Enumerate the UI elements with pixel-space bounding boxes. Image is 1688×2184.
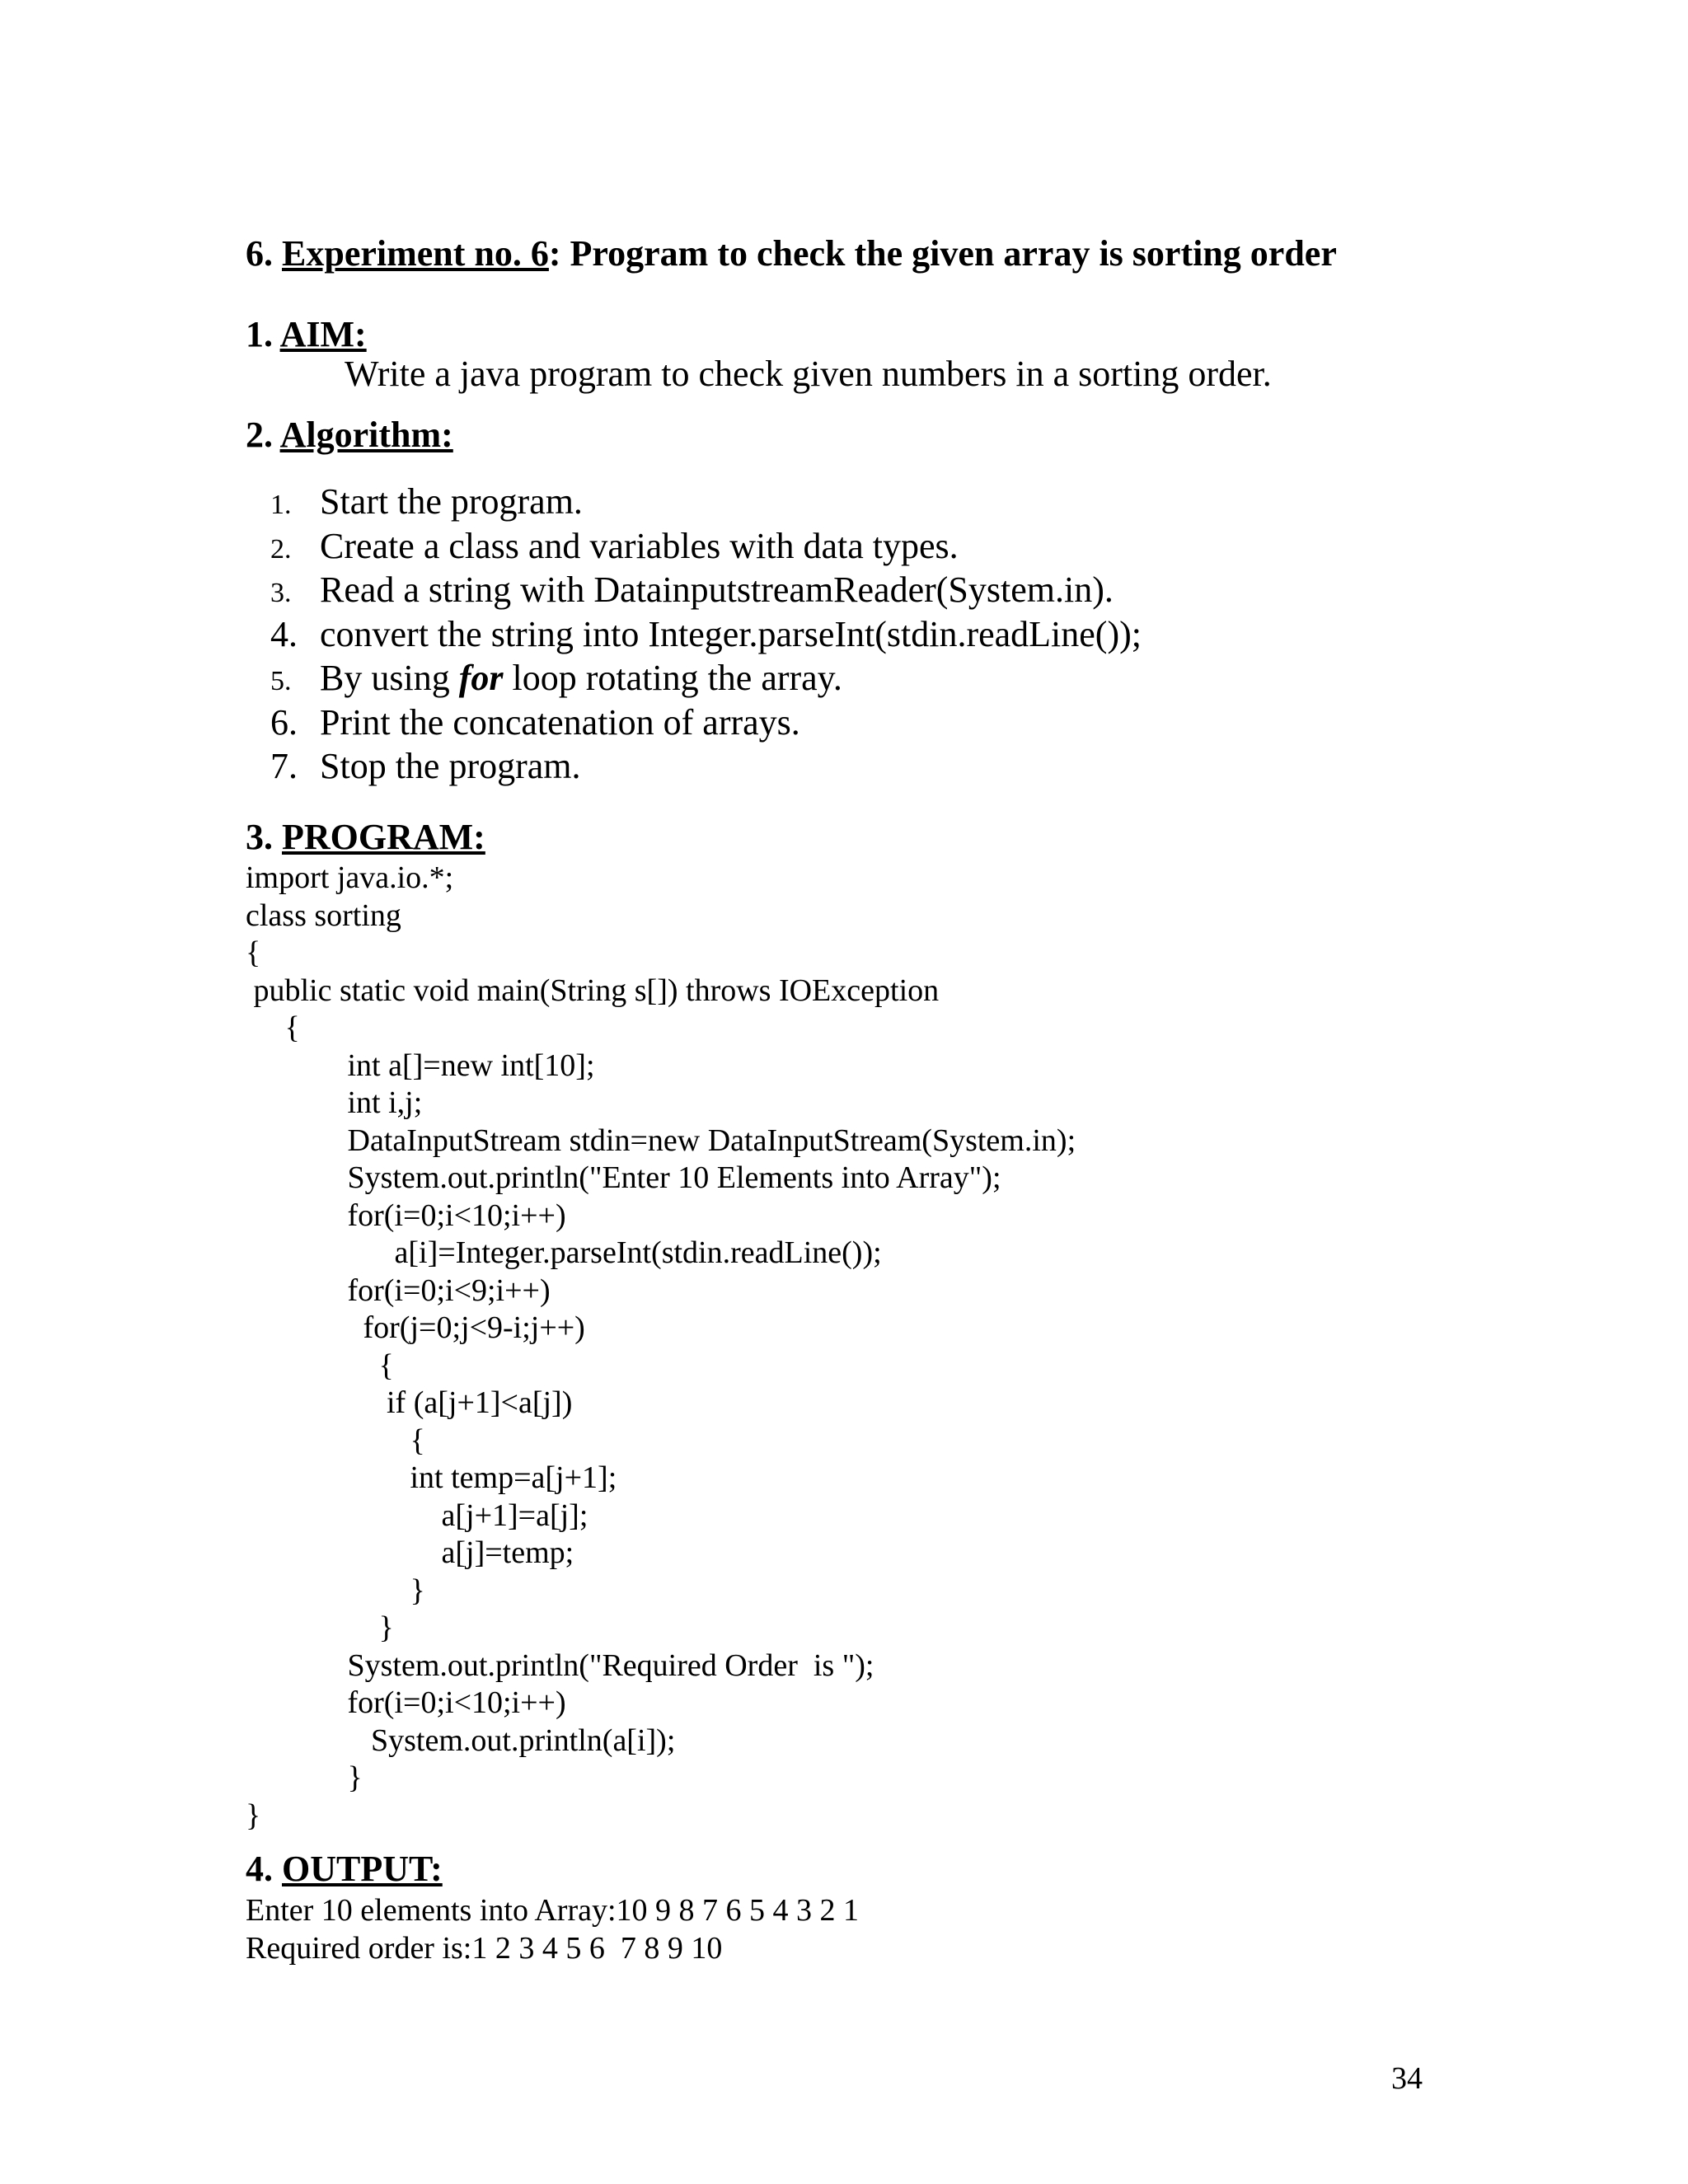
code-line: a[j]=temp;	[246, 1535, 574, 1570]
output-number: 4.	[246, 1849, 282, 1889]
page-number: 34	[1391, 2061, 1423, 2096]
step-number: 2.	[270, 533, 292, 565]
code-line: {	[246, 935, 261, 970]
aim-number: 1.	[246, 314, 280, 354]
code-line: System.out.println("Enter 10 Elements into Array");	[246, 1160, 1001, 1195]
step-text: Stop the program.	[320, 746, 581, 786]
code-line: int temp=a[j+1];	[246, 1460, 617, 1495]
code-line: int a[]=new int[10];	[246, 1047, 595, 1083]
step-keyword: for	[458, 658, 504, 698]
algorithm-heading	[246, 414, 453, 456]
step-number: 1.	[270, 490, 292, 520]
algorithm-step	[270, 701, 1142, 745]
code-line: }	[246, 1610, 394, 1645]
code-line: }	[246, 1797, 261, 1833]
step-text: Start the program.	[320, 481, 583, 522]
step-text: Read a string with DatainputstreamReader(System.in).	[320, 569, 1114, 610]
aim-label: AIM:	[279, 314, 367, 354]
code-line: if (a[j+1]<a[j])	[246, 1385, 573, 1420]
program-code	[246, 860, 1076, 1835]
output-line: Enter 10 elements into Array:10 9 8 7 6 5 4 3 2 1	[246, 1893, 860, 1928]
code-line: for(i=0;i<10;i++)	[246, 1197, 566, 1233]
code-line: class sorting	[246, 898, 401, 933]
code-line: {	[246, 1347, 394, 1383]
code-line: System.out.println("Required Order is ");	[246, 1647, 874, 1683]
code-line: for(i=0;i<10;i++)	[246, 1685, 566, 1720]
experiment-label: Experiment no. 6	[282, 233, 549, 274]
algorithm-step	[270, 568, 1142, 612]
code-line: System.out.println(a[i]);	[246, 1722, 676, 1758]
aim-text: Write a java program to check given numbers in a sorting order.	[345, 354, 1272, 394]
step-text: convert the string into Integer.parseInt(stdin.readLine());	[320, 613, 1142, 654]
step-number: 7.	[270, 746, 298, 786]
code-line: for(j=0;j<9-i;j++)	[246, 1310, 585, 1345]
output-line: Required order is:1 2 3 4 5 6 7 8 9 10	[246, 1931, 723, 1966]
program-number: 3.	[246, 817, 282, 857]
algorithm-number: 2.	[246, 415, 280, 455]
code-line: {	[246, 1010, 300, 1045]
step-number: 6.	[270, 701, 298, 743]
code-line: public static void main(String s[]) throws IOException	[246, 972, 940, 1008]
code-line: for(i=0;i<9;i++)	[246, 1272, 551, 1308]
code-line: a[j+1]=a[j];	[246, 1497, 588, 1533]
code-line: a[i]=Integer.parseInt(stdin.readLine());	[246, 1235, 882, 1270]
step-text-after: loop rotating the array.	[503, 658, 842, 698]
algorithm-step	[270, 612, 1142, 657]
algorithm-steps	[270, 480, 1142, 789]
experiment-title: : Program to check the given array is sorting order	[548, 233, 1337, 274]
output-label: OUTPUT:	[282, 1849, 443, 1889]
code-line: {	[246, 1422, 425, 1458]
algorithm-step	[270, 524, 1142, 569]
code-line: DataInputStream stdin=new DataInputStream(System.in);	[246, 1122, 1076, 1158]
step-text: Print the concatenation of arrays.	[320, 701, 800, 743]
output-heading	[246, 1848, 443, 1890]
step-number: 4.	[270, 613, 298, 654]
code-line: }	[246, 1760, 363, 1795]
heading-prefix: 6.	[246, 233, 282, 274]
algorithm-step	[270, 480, 1142, 524]
program-label: PROGRAM:	[282, 817, 485, 857]
step-number: 5.	[270, 666, 292, 696]
program-heading	[246, 816, 485, 858]
step-number: 3.	[270, 578, 292, 608]
algorithm-label: Algorithm:	[279, 415, 453, 455]
step-text: Create a class and variables with data types.	[320, 525, 959, 566]
algorithm-step	[270, 656, 1142, 701]
step-text-before: By using	[320, 658, 459, 698]
algorithm-step	[270, 744, 1142, 789]
code-line: import java.io.*;	[246, 860, 454, 895]
code-line: }	[246, 1572, 425, 1608]
aim-heading	[246, 313, 367, 355]
code-line: int i,j;	[246, 1085, 423, 1120]
page-title	[246, 232, 1337, 274]
